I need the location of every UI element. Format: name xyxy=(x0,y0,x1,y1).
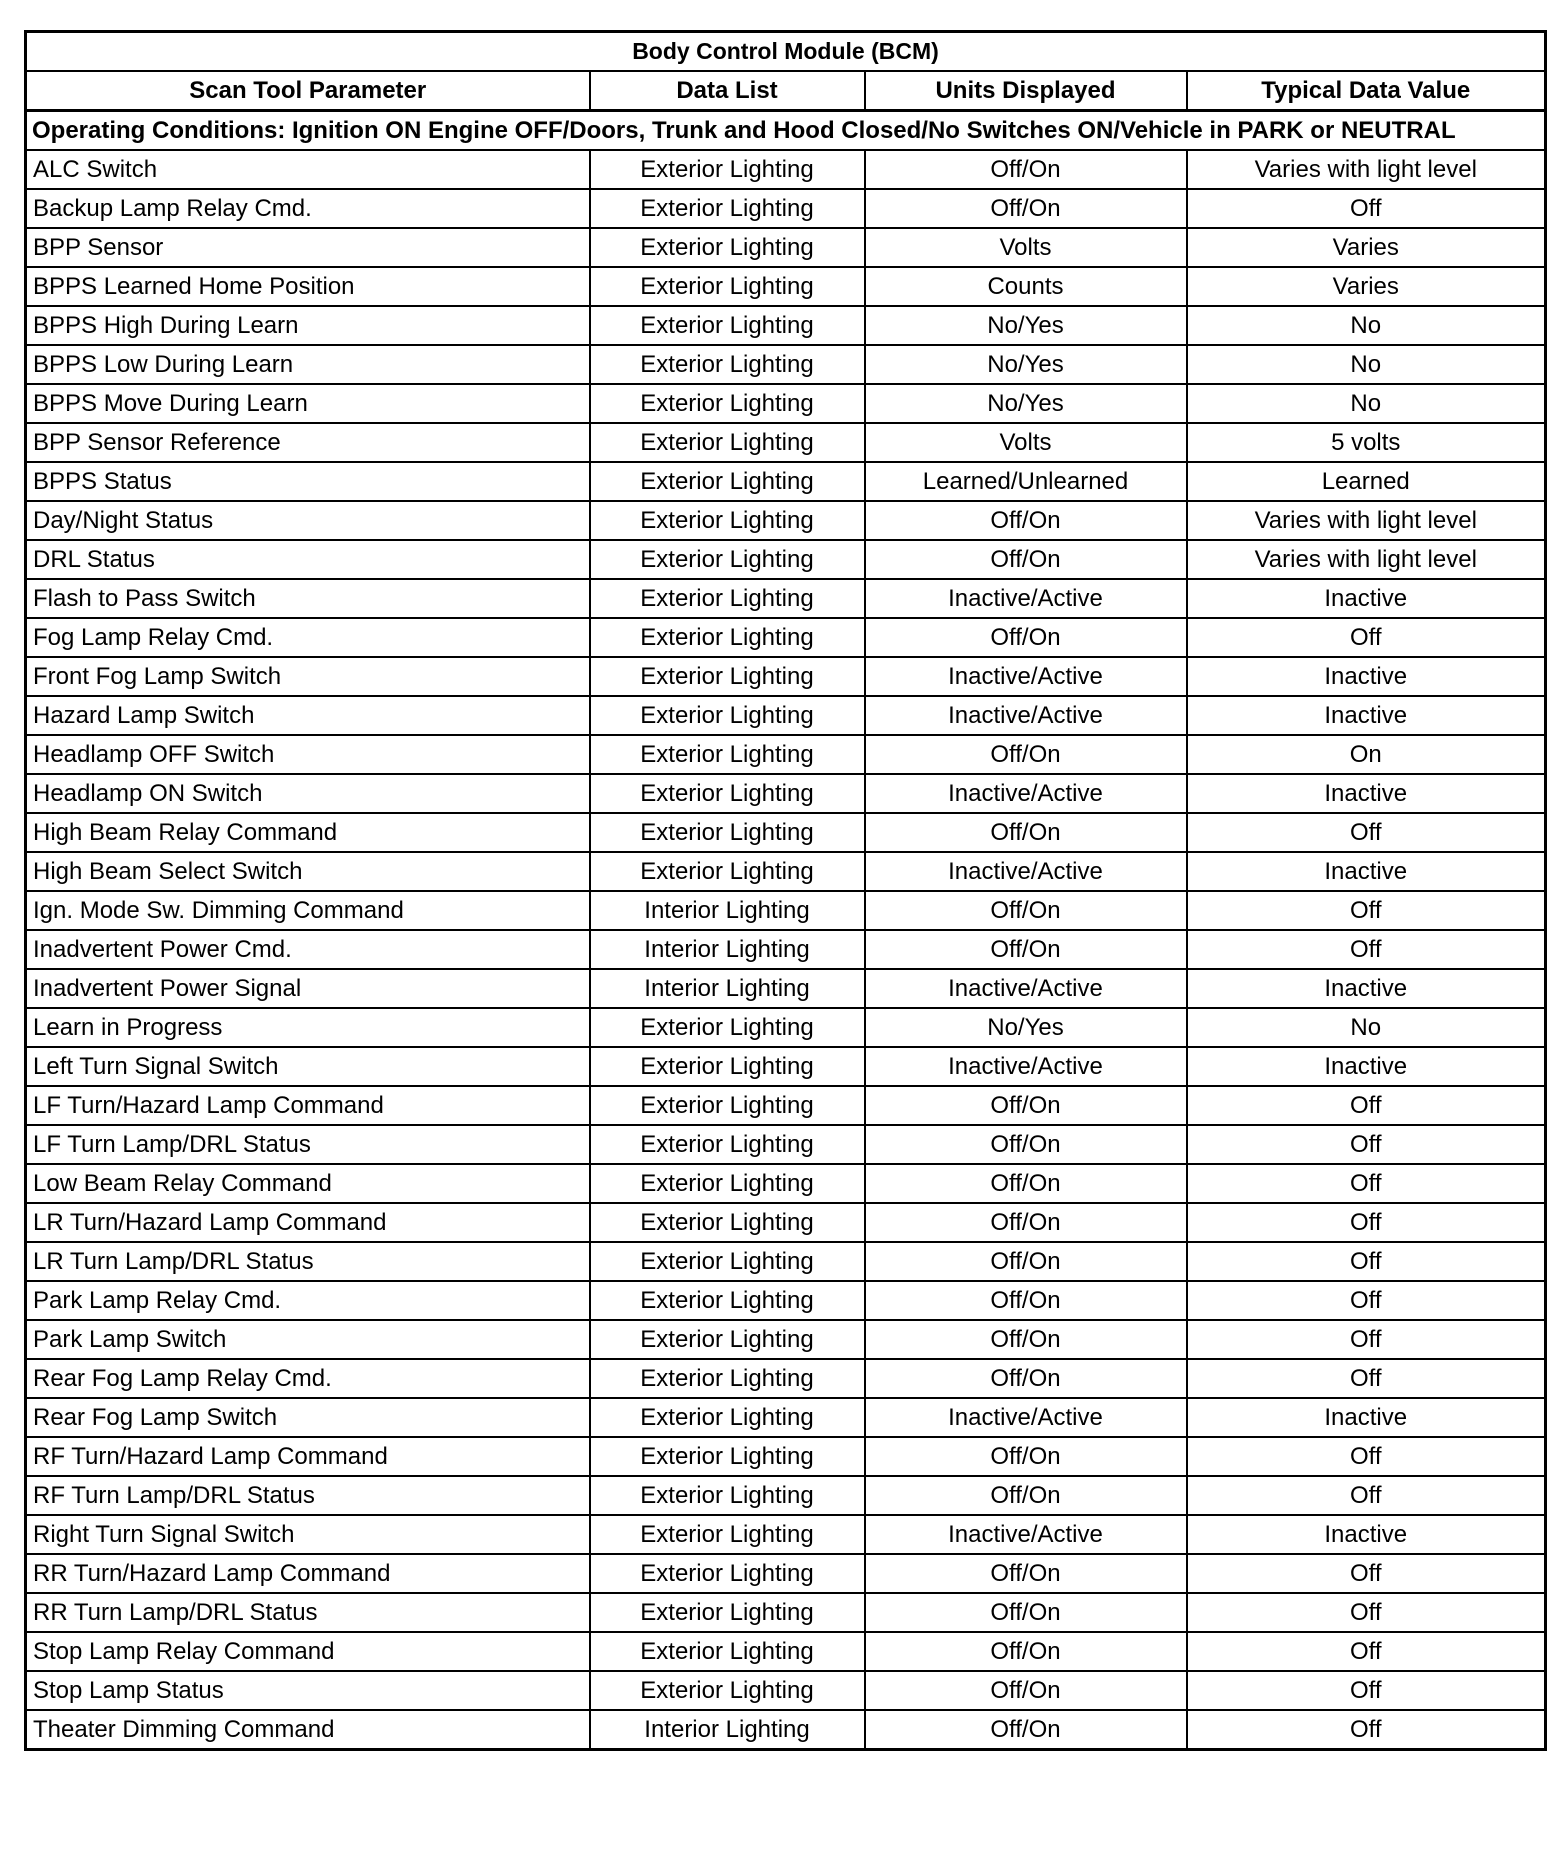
units-cell: No/Yes xyxy=(865,384,1187,423)
units-cell: Volts xyxy=(865,423,1187,462)
parameter-cell: Inadvertent Power Signal xyxy=(26,969,590,1008)
typical-value-cell: No xyxy=(1187,345,1546,384)
data-list-cell: Exterior Lighting xyxy=(590,1632,865,1671)
table-row xyxy=(26,1593,1546,1632)
units-cell: No/Yes xyxy=(865,345,1187,384)
typical-value-cell: Off xyxy=(1187,1320,1546,1359)
typical-value-cell: Off xyxy=(1187,1359,1546,1398)
table-row xyxy=(26,1320,1546,1359)
typical-value-cell: Off xyxy=(1187,1437,1546,1476)
data-list-cell: Exterior Lighting xyxy=(590,774,865,813)
data-list-cell: Exterior Lighting xyxy=(590,306,865,345)
data-list-cell: Exterior Lighting xyxy=(590,1281,865,1320)
parameter-cell: RF Turn Lamp/DRL Status xyxy=(26,1476,590,1515)
data-list-cell: Exterior Lighting xyxy=(590,579,865,618)
units-cell: Off/On xyxy=(865,1203,1187,1242)
parameter-cell: Learn in Progress xyxy=(26,1008,590,1047)
table-row xyxy=(26,501,1546,540)
data-list-cell: Exterior Lighting xyxy=(590,540,865,579)
data-list-cell: Exterior Lighting xyxy=(590,1554,865,1593)
parameter-cell: High Beam Relay Command xyxy=(26,813,590,852)
typical-value-cell: Off xyxy=(1187,1476,1546,1515)
table-row xyxy=(26,1554,1546,1593)
data-list-cell: Exterior Lighting xyxy=(590,462,865,501)
parameter-cell: LF Turn/Hazard Lamp Command xyxy=(26,1086,590,1125)
data-list-cell: Exterior Lighting xyxy=(590,1008,865,1047)
units-cell: Inactive/Active xyxy=(865,657,1187,696)
parameter-cell: Headlamp OFF Switch xyxy=(26,735,590,774)
table-row xyxy=(26,462,1546,501)
typical-value-cell: 5 volts xyxy=(1187,423,1546,462)
parameter-cell: Low Beam Relay Command xyxy=(26,1164,590,1203)
data-list-cell: Exterior Lighting xyxy=(590,618,865,657)
data-list-cell: Exterior Lighting xyxy=(590,813,865,852)
data-list-cell: Exterior Lighting xyxy=(590,696,865,735)
parameter-cell: Stop Lamp Relay Command xyxy=(26,1632,590,1671)
typical-value-cell: On xyxy=(1187,735,1546,774)
parameter-cell: DRL Status xyxy=(26,540,590,579)
typical-value-cell: Inactive xyxy=(1187,1515,1546,1554)
data-list-cell: Exterior Lighting xyxy=(590,657,865,696)
data-list-cell: Exterior Lighting xyxy=(590,150,865,189)
typical-value-cell: Off xyxy=(1187,1632,1546,1671)
typical-value-cell: Off xyxy=(1187,1554,1546,1593)
parameter-cell: High Beam Select Switch xyxy=(26,852,590,891)
table-title-row xyxy=(26,32,1546,72)
table-row xyxy=(26,618,1546,657)
units-cell: Off/On xyxy=(865,1125,1187,1164)
typical-value-cell: No xyxy=(1187,306,1546,345)
parameter-cell: Fog Lamp Relay Cmd. xyxy=(26,618,590,657)
units-cell: Inactive/Active xyxy=(865,1398,1187,1437)
units-cell: Off/On xyxy=(865,189,1187,228)
units-cell: Off/On xyxy=(865,150,1187,189)
typical-value-cell: No xyxy=(1187,1008,1546,1047)
units-cell: Inactive/Active xyxy=(865,774,1187,813)
typical-value-cell: Inactive xyxy=(1187,657,1546,696)
units-cell: Inactive/Active xyxy=(865,969,1187,1008)
data-list-cell: Interior Lighting xyxy=(590,891,865,930)
parameter-cell: LF Turn Lamp/DRL Status xyxy=(26,1125,590,1164)
units-cell: Off/On xyxy=(865,930,1187,969)
table-row xyxy=(26,540,1546,579)
units-cell: Off/On xyxy=(865,1593,1187,1632)
parameter-cell: Ign. Mode Sw. Dimming Command xyxy=(26,891,590,930)
typical-value-cell: Off xyxy=(1187,1281,1546,1320)
table-row xyxy=(26,228,1546,267)
parameter-cell: ALC Switch xyxy=(26,150,590,189)
data-list-cell: Exterior Lighting xyxy=(590,1086,865,1125)
parameter-cell: Headlamp ON Switch xyxy=(26,774,590,813)
table-row xyxy=(26,1125,1546,1164)
units-cell: Off/On xyxy=(865,618,1187,657)
table-row xyxy=(26,813,1546,852)
units-cell: Off/On xyxy=(865,1164,1187,1203)
parameter-cell: RR Turn Lamp/DRL Status xyxy=(26,1593,590,1632)
units-cell: Off/On xyxy=(865,1320,1187,1359)
units-cell: Inactive/Active xyxy=(865,852,1187,891)
typical-value-cell: Varies xyxy=(1187,267,1546,306)
typical-value-cell: Varies xyxy=(1187,228,1546,267)
typical-value-cell: Off xyxy=(1187,1593,1546,1632)
typical-value-cell: Off xyxy=(1187,930,1546,969)
bcm-data-table xyxy=(24,30,1547,1751)
typical-value-cell: No xyxy=(1187,384,1546,423)
data-list-cell: Exterior Lighting xyxy=(590,189,865,228)
typical-value-cell: Off xyxy=(1187,1164,1546,1203)
parameter-cell: LR Turn Lamp/DRL Status xyxy=(26,1242,590,1281)
data-list-cell: Exterior Lighting xyxy=(590,852,865,891)
table-row xyxy=(26,696,1546,735)
typical-value-cell: Off xyxy=(1187,813,1546,852)
units-cell: Inactive/Active xyxy=(865,696,1187,735)
parameter-cell: Hazard Lamp Switch xyxy=(26,696,590,735)
table-row xyxy=(26,306,1546,345)
table-row xyxy=(26,1359,1546,1398)
table-row xyxy=(26,345,1546,384)
table-row xyxy=(26,1203,1546,1242)
typical-value-cell: Inactive xyxy=(1187,579,1546,618)
header-units-displayed: Units Displayed xyxy=(865,71,1187,111)
table-row xyxy=(26,852,1546,891)
table-row xyxy=(26,735,1546,774)
parameter-cell: RR Turn/Hazard Lamp Command xyxy=(26,1554,590,1593)
table-row xyxy=(26,150,1546,189)
table-row xyxy=(26,930,1546,969)
header-typical-data-value: Typical Data Value xyxy=(1187,71,1546,111)
table-row xyxy=(26,657,1546,696)
data-list-cell: Exterior Lighting xyxy=(590,1671,865,1710)
table-row xyxy=(26,1398,1546,1437)
parameter-cell: Theater Dimming Command xyxy=(26,1710,590,1750)
data-list-cell: Exterior Lighting xyxy=(590,267,865,306)
table-row xyxy=(26,189,1546,228)
data-list-cell: Exterior Lighting xyxy=(590,228,865,267)
typical-value-cell: Inactive xyxy=(1187,696,1546,735)
units-cell: Off/On xyxy=(865,1671,1187,1710)
units-cell: Off/On xyxy=(865,735,1187,774)
table-row xyxy=(26,1008,1546,1047)
parameter-cell: BPPS Learned Home Position xyxy=(26,267,590,306)
table-row xyxy=(26,969,1546,1008)
parameter-cell: BPPS Status xyxy=(26,462,590,501)
typical-value-cell: Off xyxy=(1187,1086,1546,1125)
parameter-cell: Backup Lamp Relay Cmd. xyxy=(26,189,590,228)
units-cell: Off/On xyxy=(865,1086,1187,1125)
parameter-cell: Right Turn Signal Switch xyxy=(26,1515,590,1554)
typical-value-cell: Off xyxy=(1187,618,1546,657)
data-list-cell: Exterior Lighting xyxy=(590,1242,865,1281)
table-title: Body Control Module (BCM) xyxy=(26,32,1546,72)
table-row xyxy=(26,1671,1546,1710)
units-cell: Off/On xyxy=(865,1359,1187,1398)
units-cell: Off/On xyxy=(865,813,1187,852)
data-list-cell: Exterior Lighting xyxy=(590,1398,865,1437)
typical-value-cell: Varies with light level xyxy=(1187,501,1546,540)
data-list-cell: Exterior Lighting xyxy=(590,384,865,423)
typical-value-cell: Varies with light level xyxy=(1187,540,1546,579)
typical-value-cell: Off xyxy=(1187,1671,1546,1710)
typical-value-cell: Off xyxy=(1187,189,1546,228)
typical-value-cell: Off xyxy=(1187,891,1546,930)
data-list-cell: Exterior Lighting xyxy=(590,1593,865,1632)
operating-conditions: Operating Conditions: Ignition ON Engine OFF/Doors, Trunk and Hood Closed/No Switches ON/Vehicle in PARK or NEUTRAL xyxy=(26,111,1546,151)
units-cell: No/Yes xyxy=(865,1008,1187,1047)
typical-value-cell: Inactive xyxy=(1187,969,1546,1008)
data-list-cell: Exterior Lighting xyxy=(590,1125,865,1164)
typical-value-cell: Off xyxy=(1187,1203,1546,1242)
data-list-cell: Exterior Lighting xyxy=(590,1359,865,1398)
units-cell: Inactive/Active xyxy=(865,579,1187,618)
parameter-cell: Rear Fog Lamp Relay Cmd. xyxy=(26,1359,590,1398)
data-list-cell: Exterior Lighting xyxy=(590,1515,865,1554)
parameter-cell: BPP Sensor Reference xyxy=(26,423,590,462)
units-cell: Off/On xyxy=(865,1632,1187,1671)
units-cell: Off/On xyxy=(865,1281,1187,1320)
parameter-cell: BPPS Low During Learn xyxy=(26,345,590,384)
table-row xyxy=(26,1710,1546,1750)
typical-value-cell: Inactive xyxy=(1187,1047,1546,1086)
table-row xyxy=(26,1047,1546,1086)
units-cell: Off/On xyxy=(865,1476,1187,1515)
typical-value-cell: Off xyxy=(1187,1125,1546,1164)
typical-value-cell: Off xyxy=(1187,1710,1546,1750)
table-row xyxy=(26,1476,1546,1515)
table-body xyxy=(26,150,1546,1750)
units-cell: Counts xyxy=(865,267,1187,306)
parameter-cell: Day/Night Status xyxy=(26,501,590,540)
data-list-cell: Exterior Lighting xyxy=(590,1320,865,1359)
parameter-cell: LR Turn/Hazard Lamp Command xyxy=(26,1203,590,1242)
units-cell: Off/On xyxy=(865,1437,1187,1476)
parameter-cell: Inadvertent Power Cmd. xyxy=(26,930,590,969)
parameter-cell: BPPS High During Learn xyxy=(26,306,590,345)
parameter-cell: BPPS Move During Learn xyxy=(26,384,590,423)
table-row xyxy=(26,423,1546,462)
typical-value-cell: Varies with light level xyxy=(1187,150,1546,189)
typical-value-cell: Off xyxy=(1187,1242,1546,1281)
parameter-cell: Front Fog Lamp Switch xyxy=(26,657,590,696)
data-list-cell: Exterior Lighting xyxy=(590,1203,865,1242)
data-list-cell: Exterior Lighting xyxy=(590,423,865,462)
typical-value-cell: Inactive xyxy=(1187,774,1546,813)
units-cell: Off/On xyxy=(865,891,1187,930)
units-cell: Off/On xyxy=(865,1242,1187,1281)
table-row xyxy=(26,1281,1546,1320)
parameter-cell: Flash to Pass Switch xyxy=(26,579,590,618)
parameter-cell: Park Lamp Switch xyxy=(26,1320,590,1359)
table-row xyxy=(26,1515,1546,1554)
data-list-cell: Exterior Lighting xyxy=(590,1476,865,1515)
table-row xyxy=(26,891,1546,930)
parameter-cell: Park Lamp Relay Cmd. xyxy=(26,1281,590,1320)
header-data-list: Data List xyxy=(590,71,865,111)
parameter-cell: Stop Lamp Status xyxy=(26,1671,590,1710)
table-row xyxy=(26,1242,1546,1281)
units-cell: Inactive/Active xyxy=(865,1515,1187,1554)
table-row xyxy=(26,1164,1546,1203)
data-list-cell: Exterior Lighting xyxy=(590,345,865,384)
data-list-cell: Exterior Lighting xyxy=(590,1164,865,1203)
typical-value-cell: Inactive xyxy=(1187,1398,1546,1437)
table-row xyxy=(26,579,1546,618)
parameter-cell: Rear Fog Lamp Switch xyxy=(26,1398,590,1437)
table-row xyxy=(26,267,1546,306)
units-cell: Off/On xyxy=(865,1710,1187,1750)
typical-value-cell: Inactive xyxy=(1187,852,1546,891)
parameter-cell: BPP Sensor xyxy=(26,228,590,267)
table-row xyxy=(26,1632,1546,1671)
table-row xyxy=(26,384,1546,423)
data-list-cell: Exterior Lighting xyxy=(590,735,865,774)
units-cell: Off/On xyxy=(865,1554,1187,1593)
table-row xyxy=(26,774,1546,813)
units-cell: Off/On xyxy=(865,540,1187,579)
table-row xyxy=(26,1437,1546,1476)
parameter-cell: Left Turn Signal Switch xyxy=(26,1047,590,1086)
data-list-cell: Exterior Lighting xyxy=(590,501,865,540)
units-cell: Inactive/Active xyxy=(865,1047,1187,1086)
units-cell: Volts xyxy=(865,228,1187,267)
operating-conditions-row xyxy=(26,111,1546,151)
units-cell: Learned/Unlearned xyxy=(865,462,1187,501)
units-cell: Off/On xyxy=(865,501,1187,540)
data-list-cell: Exterior Lighting xyxy=(590,1047,865,1086)
table-row xyxy=(26,1086,1546,1125)
data-list-cell: Interior Lighting xyxy=(590,969,865,1008)
column-header-row xyxy=(26,71,1546,111)
data-list-cell: Interior Lighting xyxy=(590,1710,865,1750)
typical-value-cell: Learned xyxy=(1187,462,1546,501)
parameter-cell: RF Turn/Hazard Lamp Command xyxy=(26,1437,590,1476)
data-list-cell: Interior Lighting xyxy=(590,930,865,969)
data-list-cell: Exterior Lighting xyxy=(590,1437,865,1476)
units-cell: No/Yes xyxy=(865,306,1187,345)
header-scan-tool-parameter: Scan Tool Parameter xyxy=(26,71,590,111)
